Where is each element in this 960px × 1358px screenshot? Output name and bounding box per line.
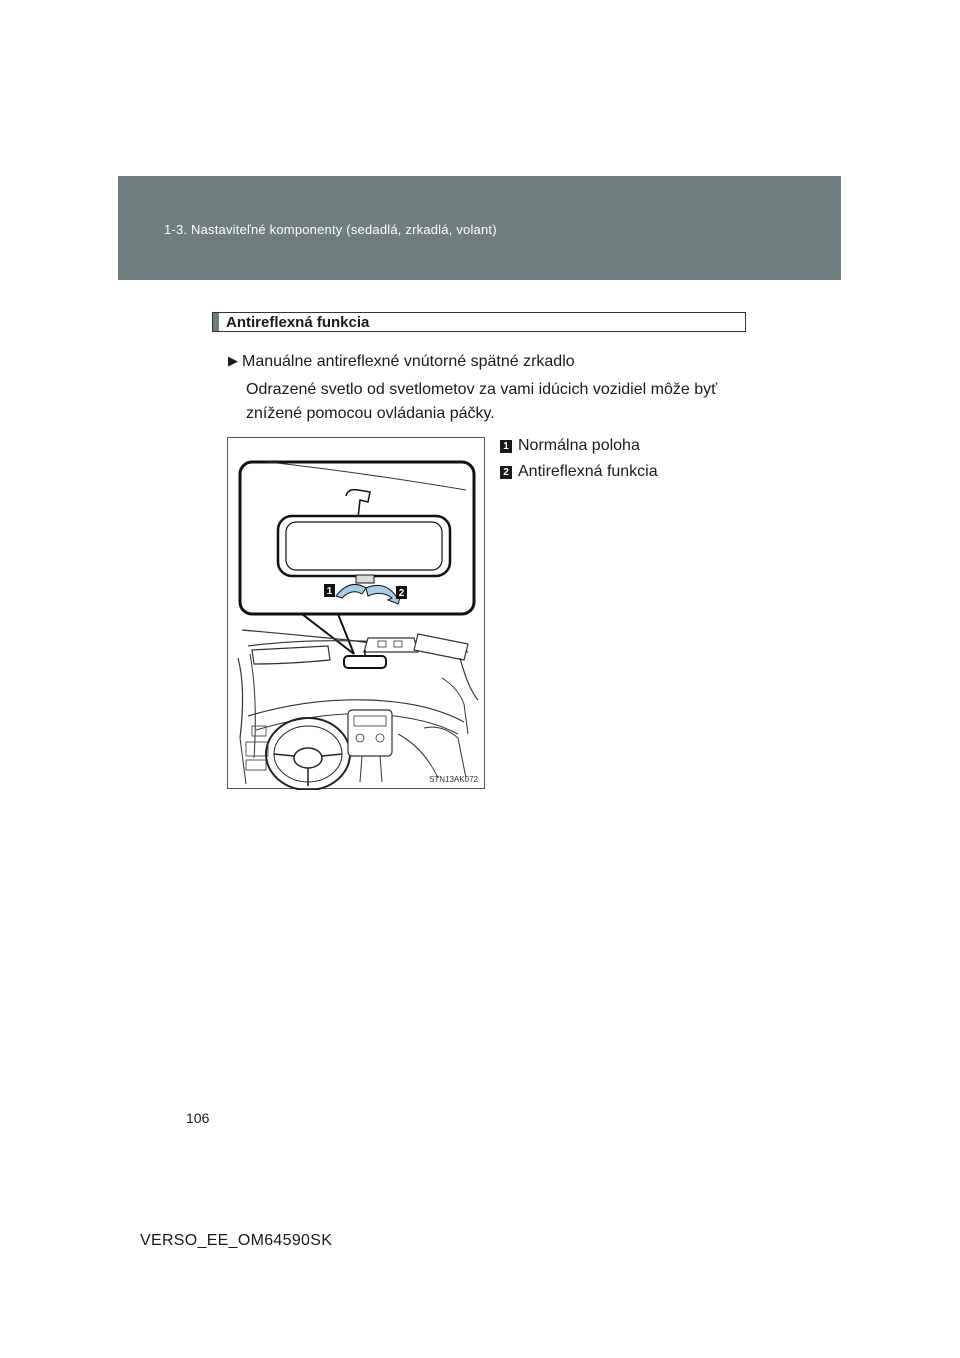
section-title-box <box>212 312 746 332</box>
figure-code: STN13AK072 <box>429 775 478 784</box>
footer-code: VERSO_EE_OM64590SK <box>140 1232 333 1249</box>
center-console <box>348 710 392 756</box>
callout-2-text: 2 <box>398 588 405 599</box>
mirror-illustration <box>227 437 485 789</box>
bullet-item <box>228 351 575 372</box>
legend-label: Normálna poloha <box>518 437 640 454</box>
legend-label: Antireflexná funkcia <box>518 463 658 480</box>
legend-number-badge: 2 <box>500 466 512 479</box>
legend-item-1 <box>500 436 640 456</box>
breadcrumb: 1-3. Nastaviteľné komponenty (sedadlá, zrkadlá, volant) <box>164 222 497 237</box>
mirror-lever <box>356 575 374 583</box>
page-number: 106 <box>186 1110 210 1126</box>
triangle-bullet-icon: ▶ <box>228 353 238 368</box>
mirror-illustration-svg <box>228 438 486 790</box>
legend-number-badge: 1 <box>500 440 512 453</box>
callout-1-text: 1 <box>326 586 333 597</box>
body-paragraph: Odrazené svetlo od svetlometov za vami idúcich vozidiel môže byť znížené pomocou ovládania páčky. <box>246 381 718 422</box>
section-title-bar <box>213 313 219 331</box>
bullet-text: Manuálne antireflexné vnútorné spätné zrkadlo <box>242 353 575 370</box>
section-title: Antireflexná funkcia <box>226 314 370 331</box>
legend-item-2 <box>500 462 658 482</box>
mirror-body <box>278 516 450 576</box>
page-header <box>118 176 841 280</box>
cabin-mirror <box>344 656 386 668</box>
